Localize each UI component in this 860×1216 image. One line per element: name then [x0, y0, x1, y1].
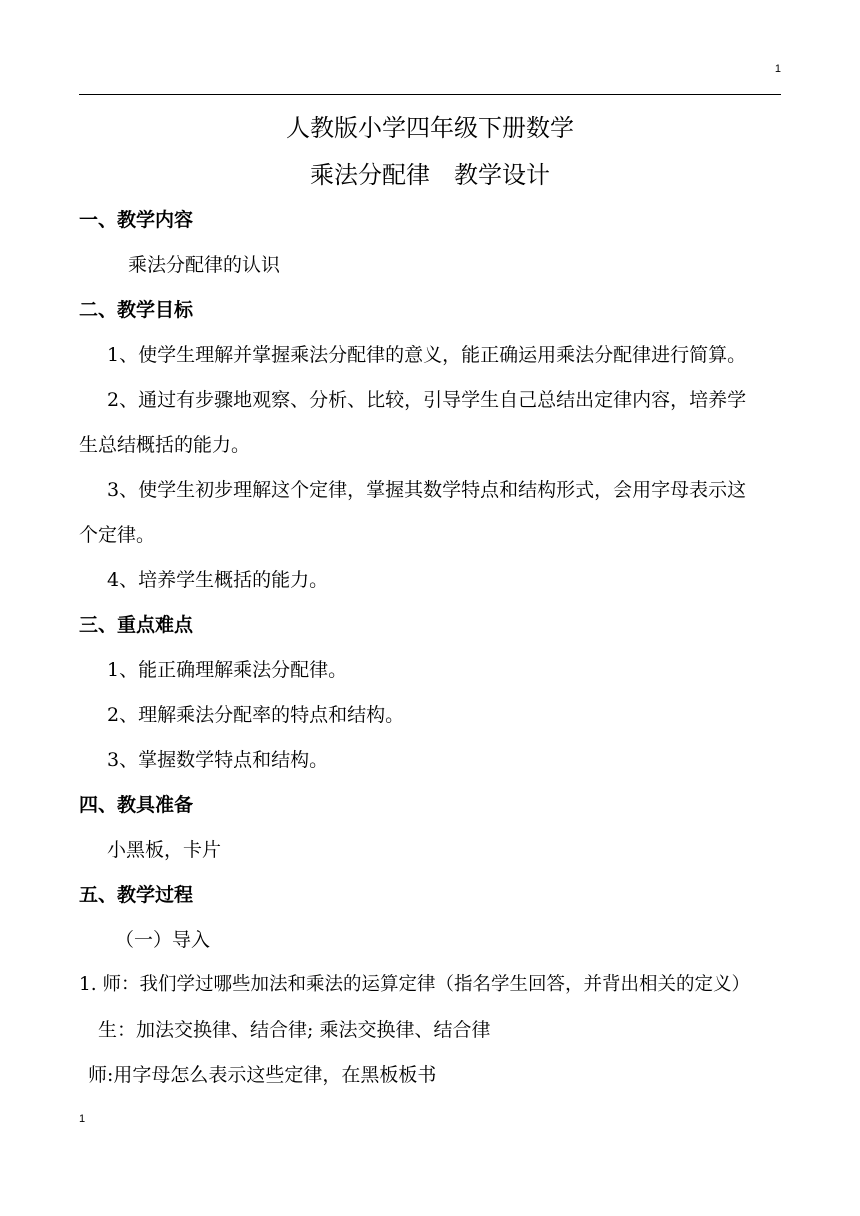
section-heading-keypoints: 三、重点难点 [79, 614, 194, 636]
document-title: 人教版小学四年级下册数学 [286, 114, 574, 142]
process-line-1: 1. 师：我们学过哪些加法和乘法的运算定律（指名学生回答，并背出相关的定义） [79, 974, 751, 995]
process-line-3: 师:用字母怎么表示这些定律，在黑板板书 [88, 1064, 437, 1086]
section-content-text: 乘法分配律的认识 [128, 254, 281, 276]
keypoint-item-3: 3、掌握数学特点和结构。 [107, 749, 329, 771]
goal-item-3-line-1: 3、使学生初步理解这个定律，掌握其数学特点和结构形式，会用字母表示这 [107, 479, 747, 501]
header-page-number: 1 [774, 63, 781, 75]
process-line-2: 生：加法交换律、结合律; 乘法交换律、结合律 [98, 1019, 491, 1041]
materials-text: 小黑板，卡片 [107, 839, 222, 861]
goal-item-4: 4、培养学生概括的能力。 [107, 569, 329, 591]
keypoint-item-2: 2、理解乘法分配率的特点和结构。 [107, 704, 405, 726]
process-subheading-intro: （一）导入 [115, 929, 211, 951]
goal-item-3-line-2: 个定律。 [79, 524, 156, 546]
goal-item-2-line-2: 生总结概括的能力。 [79, 434, 251, 456]
section-heading-process: 五、教学过程 [79, 884, 194, 906]
document-subtitle: 乘法分配律 教学设计 [310, 161, 550, 189]
section-heading-goals: 二、教学目标 [79, 299, 194, 321]
header-rule [79, 94, 781, 95]
section-heading-content: 一、教学内容 [79, 209, 194, 231]
keypoint-item-1: 1、能正确理解乘法分配律。 [107, 659, 348, 681]
goal-item-1: 1、使学生理解并掌握乘法分配律的意义，能正确运用乘法分配律进行简算。 [107, 344, 747, 366]
footer-page-number: 1 [79, 1113, 86, 1125]
goal-item-2-line-1: 2、通过有步骤地观察、分析、比较，引导学生自己总结出定律内容，培养学 [107, 389, 747, 411]
section-heading-materials: 四、教具准备 [79, 794, 194, 816]
